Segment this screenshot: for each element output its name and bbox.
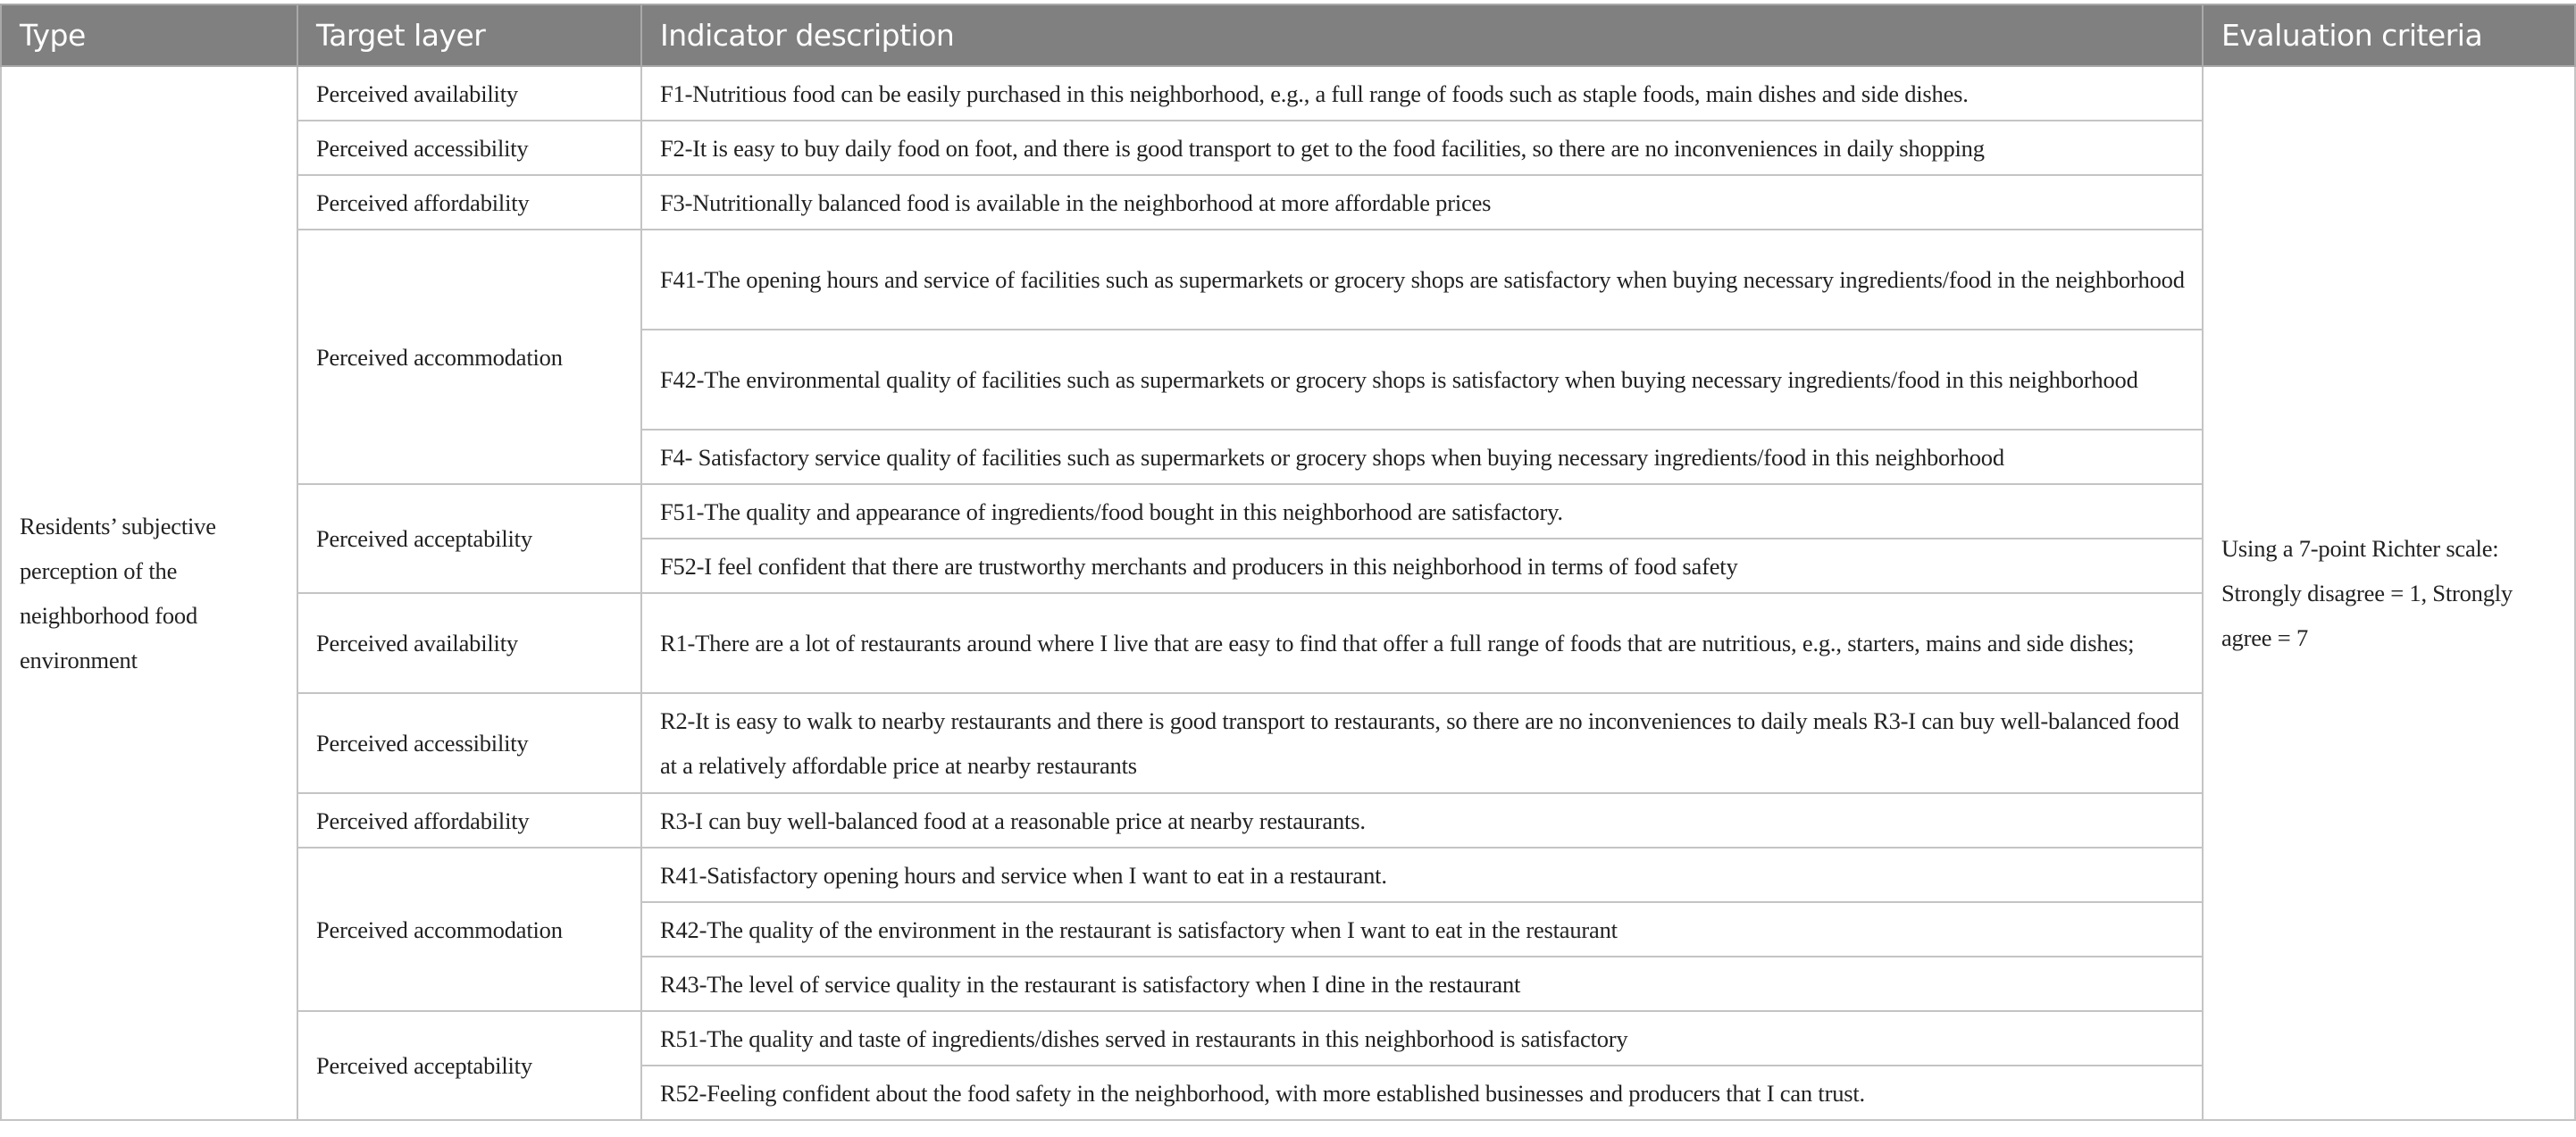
indicator-cell: R1-There are a lot of restaurants around where I live that are easy to find that offer a full range of foods that are nutritious, e.g., starters, mains and side dishes; xyxy=(641,593,2203,693)
target-layer-cell: Perceived acceptability xyxy=(297,1011,641,1120)
indicator-cell: F4- Satisfactory service quality of facilities such as supermarkets or grocery shops when buying necessary ingredients/food in this neighborhood xyxy=(641,430,2203,484)
table-row xyxy=(1,693,2575,793)
header-indicator-description: Indicator description xyxy=(641,4,2203,66)
target-layer-cell: Perceived affordability xyxy=(297,175,641,230)
indicator-cell: F1-Nutritious food can be easily purchased in this neighborhood, e.g., a full range of foods such as staple foods, main dishes and side dishes. xyxy=(641,66,2203,121)
target-layer-cell: Perceived acceptability xyxy=(297,484,641,593)
indicator-cell: R2-It is easy to walk to nearby restaurants and there is good transport to restaurants, so there are no inconveniences to daily meals R3-I can buy well-balanced food at a relatively affordable price at nearby restaurants xyxy=(641,693,2203,793)
evaluation-criteria-cell: Using a 7-point Richter scale: Strongly disagree = 1, Strongly agree = 7 xyxy=(2203,66,2575,1120)
target-layer-cell: Perceived availability xyxy=(297,593,641,693)
indicator-cell: R52-Feeling confident about the food safety in the neighborhood, with more established businesses and producers that I can trust. xyxy=(641,1066,2203,1120)
target-layer-cell: Perceived accommodation xyxy=(297,848,641,1011)
table-row xyxy=(1,593,2575,693)
indicator-cell: R43-The level of service quality in the restaurant is satisfactory when I dine in the restaurant xyxy=(641,957,2203,1011)
target-layer-cell: Perceived accessibility xyxy=(297,121,641,175)
target-layer-cell: Perceived availability xyxy=(297,66,641,121)
target-layer-cell: Perceived affordability xyxy=(297,793,641,848)
header-target-layer: Target layer xyxy=(297,4,641,66)
indicator-cell: R51-The quality and taste of ingredients/dishes served in restaurants in this neighborhood is satisfactory xyxy=(641,1011,2203,1066)
indicator-cell: R3-I can buy well-balanced food at a reasonable price at nearby restaurants. xyxy=(641,793,2203,848)
target-layer-cell: Perceived accessibility xyxy=(297,693,641,793)
table-row xyxy=(1,66,2575,121)
indicator-cell: R42-The quality of the environment in the restaurant is satisfactory when I want to eat in the restaurant xyxy=(641,902,2203,957)
indicator-cell: F41-The opening hours and service of facilities such as supermarkets or grocery shops are satisfactory when buying necessary ingredients/food in the neighborhood xyxy=(641,230,2203,330)
indicator-cell: R41-Satisfactory opening hours and service when I want to eat in a restaurant. xyxy=(641,848,2203,902)
table-row xyxy=(1,1011,2575,1066)
target-layer-cell: Perceived accommodation xyxy=(297,230,641,484)
indicator-cell: F42-The environmental quality of facilities such as supermarkets or grocery shops is satisfactory when buying necessary ingredients/food in this neighborhood xyxy=(641,330,2203,430)
table-row xyxy=(1,121,2575,175)
indicator-table xyxy=(0,4,2576,1121)
indicator-cell: F52-I feel confident that there are trustworthy merchants and producers in this neighborhood in terms of food safety xyxy=(641,539,2203,593)
table-row xyxy=(1,848,2575,902)
type-cell: Residents’ subjective perception of the neighborhood food environment xyxy=(1,66,297,1120)
header-type: Type xyxy=(1,4,297,66)
table-row xyxy=(1,484,2575,539)
header-row xyxy=(1,4,2575,66)
table-row xyxy=(1,175,2575,230)
indicator-cell: F51-The quality and appearance of ingredients/food bought in this neighborhood are satisfactory. xyxy=(641,484,2203,539)
indicator-table-container xyxy=(0,4,2576,1121)
header-evaluation-criteria: Evaluation criteria xyxy=(2203,4,2575,66)
indicator-cell: F2-It is easy to buy daily food on foot, and there is good transport to get to the food facilities, so there are no inconveniences in daily shopping xyxy=(641,121,2203,175)
table-row xyxy=(1,793,2575,848)
indicator-cell: F3-Nutritionally balanced food is available in the neighborhood at more affordable prices xyxy=(641,175,2203,230)
table-row xyxy=(1,230,2575,330)
